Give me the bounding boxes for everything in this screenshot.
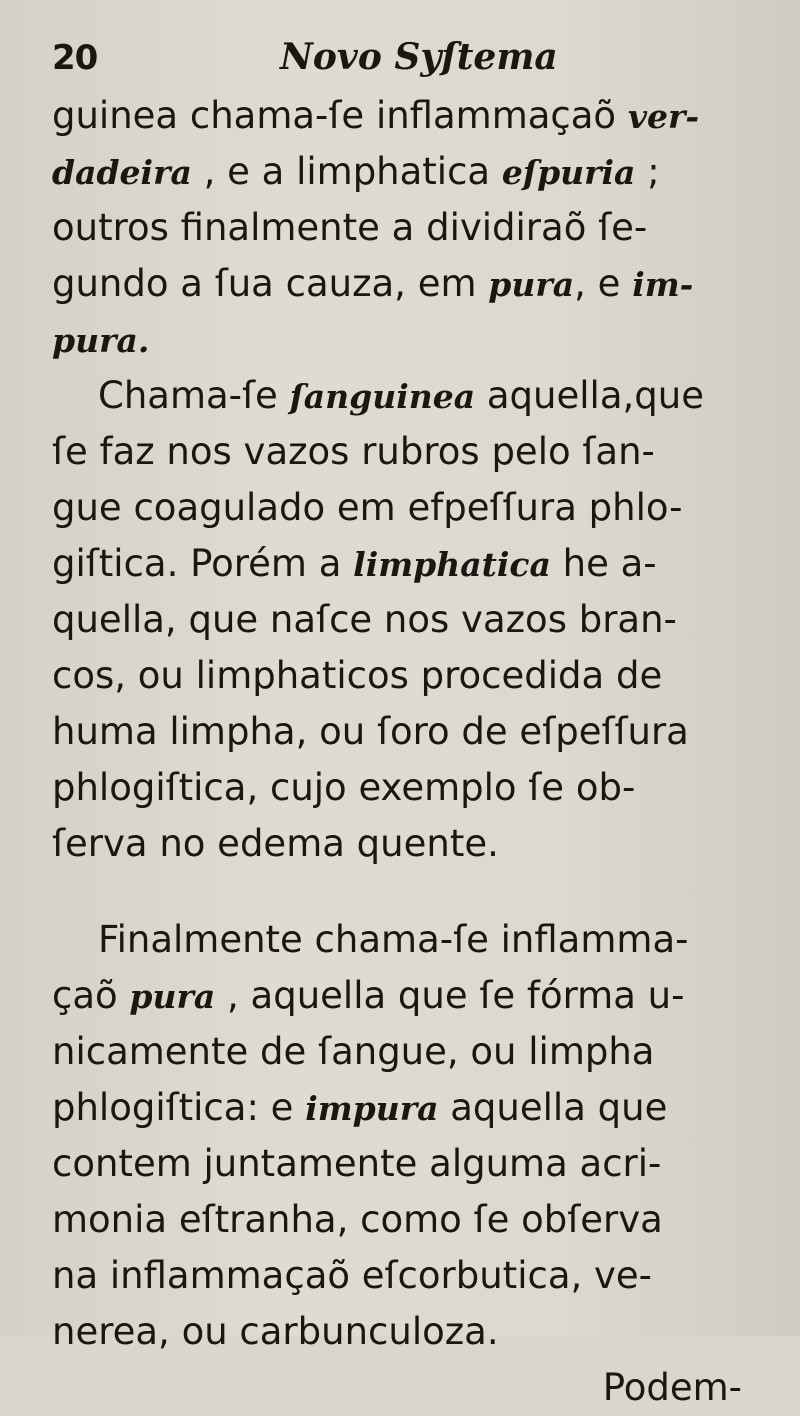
text-span: , aquella que ſe fórma u- <box>215 974 685 1017</box>
text-span: ; <box>635 150 660 193</box>
body-text <box>52 88 772 1416</box>
text-span: aquella,que <box>475 374 704 417</box>
text-span: , e a limphatica <box>191 150 502 193</box>
text-line: Finalmente chama-ſe inflamma- <box>98 918 689 961</box>
text-line: monia eſtranha, como ſe obſerva <box>52 1198 663 1241</box>
italic-term: impura <box>305 1089 439 1128</box>
italic-term: dadeira <box>52 153 192 192</box>
page-number: 20 <box>52 38 98 78</box>
italic-term: ſanguinea <box>289 377 476 416</box>
text-line: huma limpha, ou ſoro de eſpeſſura <box>52 710 689 753</box>
catchword: Podem- <box>602 1366 742 1409</box>
text-span: giſtica. Porém a <box>52 542 354 585</box>
text-span: he a- <box>550 542 657 585</box>
paragraph-gap <box>52 872 772 912</box>
italic-term: im- <box>632 265 694 304</box>
text-line: outros finalmente a dividiraõ ſe- <box>52 206 648 249</box>
text-line: ſerva no edema quente. <box>52 822 499 865</box>
text-line <box>52 312 772 368</box>
text-line: gue coagulado em efpeſſura phlo- <box>52 486 683 529</box>
italic-term: pura <box>488 265 575 304</box>
text-line: contem juntamente alguma acri- <box>52 1142 662 1185</box>
text-span: Chama-ſe <box>98 374 290 417</box>
text-line <box>52 968 772 1024</box>
running-head: Novo Syſtema <box>280 36 558 78</box>
text-line: ſe faz nos vazos rubros pelo ſan- <box>52 430 655 473</box>
text-line: quella, que naſce nos vazos bran- <box>52 598 677 641</box>
italic-term: pura <box>129 977 216 1016</box>
italic-term: eſpuria <box>501 153 636 192</box>
text-line <box>52 256 772 312</box>
text-line: na inflammaçaõ eſcorbutica, ve- <box>52 1254 653 1297</box>
italic-term: ver- <box>627 97 700 136</box>
text-line: nerea, ou carbunculoza. <box>52 1310 499 1353</box>
text-span: aquella que <box>438 1086 668 1129</box>
text-line <box>52 144 772 200</box>
text-span: phlogiſtica: e <box>52 1086 306 1129</box>
text-line: cos, ou limphaticos procedida de <box>52 654 663 697</box>
text-line: phlogiſtica, cujo exemplo ſe ob- <box>52 766 636 809</box>
text-span: guinea chama-ſe inflammaçaõ <box>52 94 628 137</box>
text-line <box>52 536 772 592</box>
text-span: , e <box>574 262 633 305</box>
text-span: çaõ <box>52 974 130 1017</box>
text-line <box>52 88 772 144</box>
text-line <box>52 368 772 424</box>
italic-term: pura. <box>52 321 150 360</box>
italic-term: limphatica <box>353 545 551 584</box>
text-line <box>52 1080 772 1136</box>
page-header <box>52 36 752 86</box>
text-line: nicamente de ſangue, ou limpha <box>52 1030 655 1073</box>
text-span: gundo a ſua cauza, em <box>52 262 489 305</box>
